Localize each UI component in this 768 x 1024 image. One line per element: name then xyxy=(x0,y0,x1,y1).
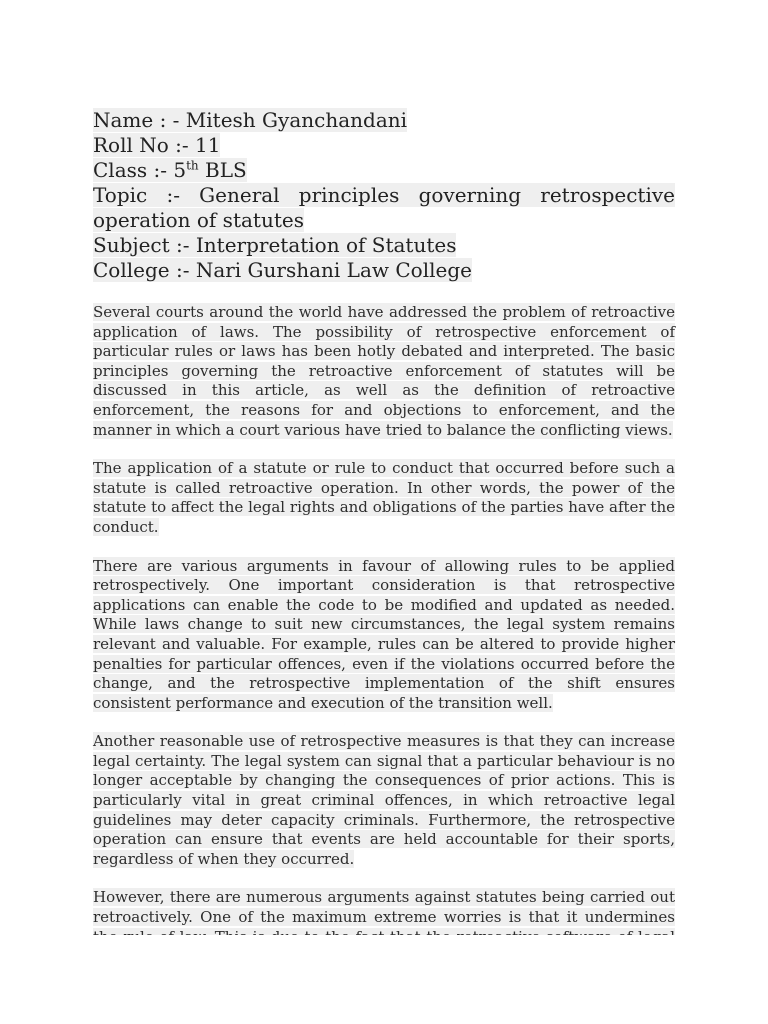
document-body xyxy=(93,108,675,1005)
header-block xyxy=(93,108,675,283)
paragraph-3-text: There are various arguments in favour of allowing rules to be applied retrospectively. One important consideration is that retrospective applications can enable the code to be modified and updated as needed. While laws change to suit new circumstances, the legal system remains relevant and valuable. For example, rules can be altered to provide higher penalties for particular offences, even if the violations occurred before the change, and the retrospective implementation of the shift ensures consistent performance and execution of the transition well. xyxy=(93,556,675,712)
class-line xyxy=(93,158,675,183)
topic-line xyxy=(93,183,675,233)
roll-number-text: Roll No :- 11 xyxy=(93,133,221,157)
subject-text: Subject :- Interpretation of Statutes xyxy=(93,233,457,257)
paragraph-2-text: The application of a statute or rule to conduct that occurred before such a statute is called retroactive operation. In other words, the power of the statute to affect the legal rights and obligations of the parties have after the conduct. xyxy=(93,459,675,536)
class-prefix: Class :- 5 xyxy=(93,158,187,182)
paragraph-4 xyxy=(93,732,675,869)
class-superscript: th xyxy=(186,158,199,173)
paragraph-1-text: Several courts around the world have addressed the problem of retroactive application of laws. The possibility of retrospective enforcement of particular rules or laws has been hotly debated and interpreted. The basic principles governing the retroactive enforcement of statutes will be discussed in this article, as well as the definition of retroactive enforcement, the reasons for and objections to enforcement, and the manner in which a court various have tried to balance the conflicting views. xyxy=(93,303,675,439)
roll-number xyxy=(93,133,675,158)
class-text xyxy=(93,158,247,182)
college-line xyxy=(93,258,675,283)
paragraph-4-text: Another reasonable use of retrospective measures is that they can increase legal certainty. The legal system can signal that a particular behaviour is no longer acceptable by changing the consequences of prior actions. This is particularly vital in great criminal offences, in which retroactive legal guidelines may deter capacity criminals. Furthermore, the retrospective operation can ensure that events are held accountable for their sports, regardless of when they occurred. xyxy=(93,732,675,868)
class-suffix: BLS xyxy=(198,158,247,182)
paragraph-5-text: However, there are numerous arguments against statutes being carried out retroactively. One of the maximum extreme worries is that it undermines xyxy=(93,888,675,984)
student-name xyxy=(93,108,675,133)
paragraph-2 xyxy=(93,459,675,537)
student-name-text: Name : - Mitesh Gyanchandani xyxy=(93,108,408,132)
topic-text: Topic :- General principles governing retrospective operation of statutes xyxy=(93,183,675,232)
paragraph-1 xyxy=(93,303,675,440)
subject-line xyxy=(93,233,675,258)
paragraph-3 xyxy=(93,557,675,714)
page-bottom-margin xyxy=(0,935,768,1024)
college-text: College :- Nari Gurshani Law College xyxy=(93,258,472,282)
